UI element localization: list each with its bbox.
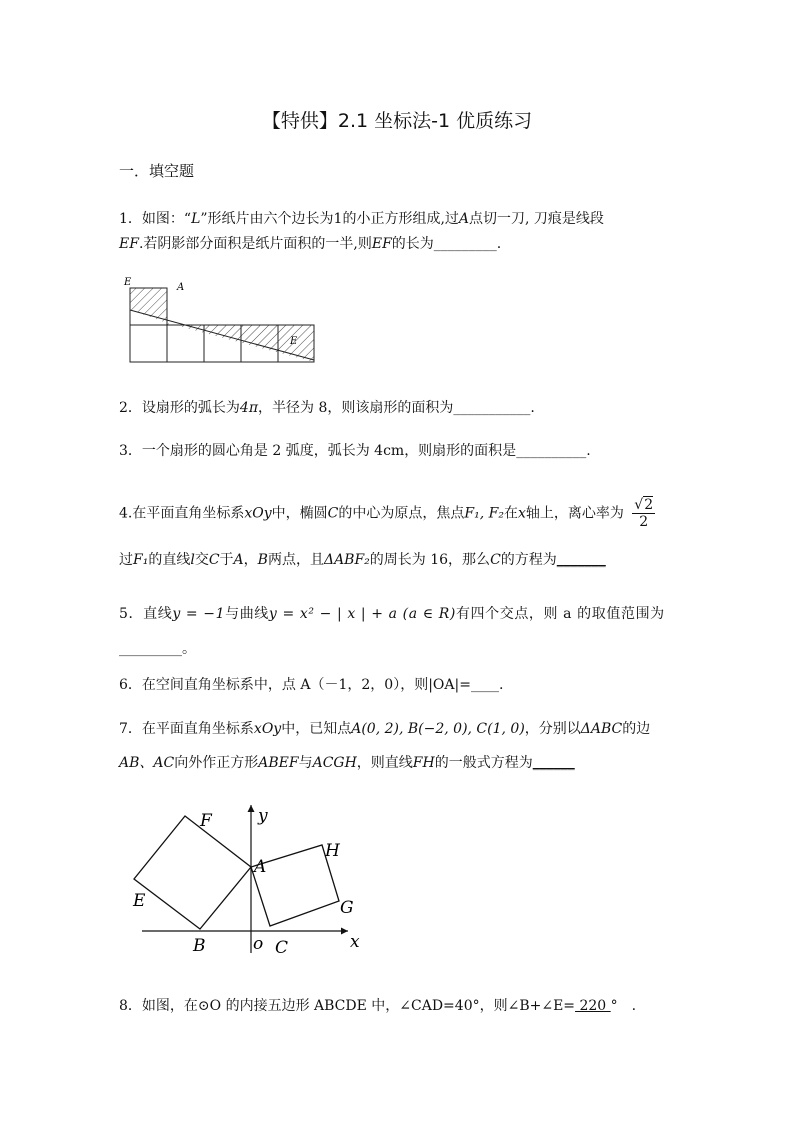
q8-text: 8．如图，在⊙O 的内接五边形 ABCDE 中，∠CAD=40°，则∠B+∠E= — [119, 998, 576, 1014]
q1-text: 的长为_________. — [391, 236, 502, 252]
label-c: C — [275, 938, 289, 958]
q4-text: 过 — [119, 552, 133, 568]
label-y: y — [258, 806, 268, 826]
fraction-numerator: √2 — [634, 497, 654, 513]
q4-text: 轴上，离心率为 — [525, 505, 624, 522]
label-o: o — [253, 934, 264, 954]
q4-text: ， — [243, 552, 258, 568]
q2-blank: ___________ — [453, 400, 531, 416]
q2-text: 2．设扇形的弧长为 — [119, 400, 240, 416]
q7-xoy: xOy — [253, 721, 282, 737]
q7-square2: ACGH — [312, 755, 357, 771]
q4-f1f2: F₁, F₂ — [464, 505, 504, 522]
q4-f1: F₁ — [133, 552, 149, 568]
figure-squares-coordinate — [120, 795, 380, 960]
q2-text: ，半径为 8，则该扇形的面积为 — [258, 400, 454, 416]
figure-l-shape — [118, 272, 333, 368]
section-heading: 一．填空题 — [119, 162, 195, 180]
q4-text: 在 — [503, 505, 518, 522]
q7-edges: AB、AC — [119, 755, 175, 771]
q4-text: 交 — [194, 552, 209, 568]
q5-eq1: y = −1 — [172, 606, 226, 622]
label-h: H — [325, 841, 340, 861]
label-g: G — [340, 898, 354, 918]
q4-c: C — [490, 552, 501, 568]
q1-EF: EF — [371, 236, 392, 252]
grid-square — [130, 325, 167, 362]
question-4-line-2 — [119, 547, 679, 574]
q5-eq2: y = x² − | x | + a — [268, 606, 398, 622]
question-7-line-1 — [119, 716, 679, 743]
shaded-region-top — [130, 288, 167, 323]
label-e: E — [133, 891, 146, 911]
label-f: F — [200, 811, 212, 831]
q4-l: l — [190, 552, 195, 568]
label-e: E — [124, 277, 132, 288]
label-a: A — [177, 282, 185, 293]
label-b: B — [193, 936, 206, 956]
question-7-line-2 — [119, 750, 679, 777]
q1-text: ”形纸片由六个边长为1的小正方形组成,过 — [200, 211, 459, 227]
q4-text: 的中心为原点，焦点 — [338, 505, 465, 522]
q2-arc: 4π — [239, 400, 259, 416]
q1-text: 点切一刀, 刀痕是线段 — [469, 211, 604, 227]
q4-text: 中，椭圆 — [271, 505, 328, 522]
q3-text: 3．一个扇形的圆心角是 2 弧度，弧长为 4cm，则扇形的面积是 — [119, 443, 517, 459]
q7-text: 与 — [298, 755, 313, 771]
q7-blank: ______ — [532, 755, 575, 771]
eccentricity-fraction — [632, 497, 655, 530]
q7-text: 7．在平面直角坐标系 — [119, 721, 254, 737]
q7-points: A(0, 2), B(−2, 0), C(1, 0) — [351, 721, 525, 737]
question-6 — [119, 672, 679, 699]
q1-text: 1．如图：“ — [119, 211, 192, 227]
q6-text: 6．在空间直角坐标系中，点 A（－1，2，0），则|OA|= — [119, 677, 471, 693]
q4-text: 的直线 — [148, 552, 191, 568]
q7-text: 中，已知点 — [281, 721, 352, 737]
question-3 — [119, 438, 679, 465]
q7-fh: FH — [412, 755, 435, 771]
q1-L: L — [191, 211, 201, 227]
sqrt-value: 2 — [644, 497, 654, 513]
q4-triangle: ΔABF₂ — [323, 552, 370, 568]
q7-text: 的一般式方程为 — [434, 755, 533, 771]
q5-text: 有四个交点，则 a 的取值范围为 — [455, 606, 665, 622]
q7-text: ，则直线 — [356, 755, 413, 771]
q4-xoy: xOy — [244, 505, 272, 522]
q7-text: 的边 — [622, 721, 651, 737]
q7-square1: ABEF — [258, 755, 299, 771]
q3-text: . — [586, 443, 591, 459]
q3-blank: __________ — [516, 443, 587, 459]
q5-text: 5．直线 — [119, 606, 173, 622]
q1-EF: EF — [119, 236, 139, 252]
page-title: 【特供】2.1 坐标法-1 优质练习 — [261, 110, 533, 132]
q5-text: 与曲线 — [225, 606, 269, 622]
q4-blank: _______ — [556, 552, 606, 568]
q5-cond: (a ∈ R) — [402, 606, 456, 622]
q7-text: ，分别以 — [524, 721, 581, 737]
q7-text: 向外作正方形 — [174, 755, 259, 771]
q5-blank: _________。 — [119, 641, 196, 657]
q6-blank: ____ — [470, 677, 499, 693]
q4-text: 4.在平面直角坐标系 — [119, 505, 245, 522]
question-5-line-2 — [119, 636, 679, 663]
q1-text: .若阴影部分面积是纸片面积的一半,则 — [138, 236, 372, 252]
question-8 — [119, 993, 679, 1020]
q4-c: C — [208, 552, 220, 568]
question-4-line-1 — [119, 497, 679, 530]
q4-x: x — [517, 505, 526, 522]
fraction-denominator: 2 — [639, 514, 649, 530]
q8-answer: 220 — [575, 998, 611, 1014]
q4-text: 的方程为 — [500, 552, 557, 568]
q4-text: 的周长为 16，那么 — [369, 552, 491, 568]
label-x: x — [350, 932, 360, 952]
q4-b: B — [257, 552, 268, 568]
square-abef — [134, 816, 251, 929]
q4-c: C — [327, 505, 339, 522]
q7-triangle: ΔABC — [580, 721, 623, 737]
q8-text: ° . — [610, 998, 637, 1014]
question-2 — [119, 395, 679, 422]
q1-A: A — [458, 211, 470, 227]
q4-text: 于 — [219, 552, 234, 568]
q6-text: . — [498, 677, 504, 693]
question-5-line-1 — [119, 601, 679, 628]
q4-text: 两点，且 — [267, 552, 324, 568]
q2-text: . — [530, 400, 535, 416]
question-1-line-2 — [119, 231, 679, 258]
label-e2: E — [290, 336, 298, 347]
q4-a: A — [233, 552, 244, 568]
question-1-line-1 — [119, 206, 679, 233]
label-a: A — [254, 857, 267, 877]
